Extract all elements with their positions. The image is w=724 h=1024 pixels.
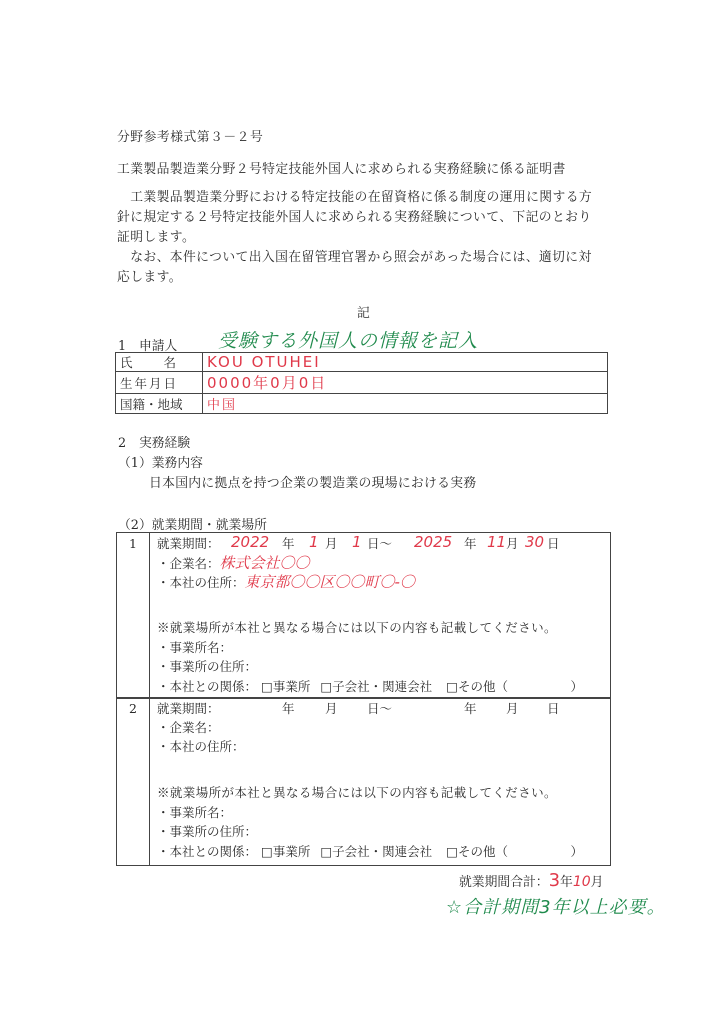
end-month[interactable]: 11 xyxy=(487,533,507,551)
end-day-unit: 日 xyxy=(547,536,560,551)
office-address-label: ・事業所の住所： xyxy=(157,824,258,839)
checkbox-other[interactable]: □その他（ ） xyxy=(446,844,583,859)
end-month-unit: 月 xyxy=(506,536,519,551)
checkbox-office[interactable]: □事業所 xyxy=(261,844,311,859)
checkbox-office-label: 事業所 xyxy=(272,844,311,859)
nationality-label: 国籍・地域 xyxy=(116,394,203,414)
table-row-birthdate xyxy=(116,372,608,394)
requirement-text: ☆合計期間3年以上必要。 xyxy=(446,897,666,918)
office-note: ※就業場所が本社と異なる場合には以下の内容も記載してください。 xyxy=(157,785,557,800)
total-years[interactable]: 3 xyxy=(548,870,561,891)
intro-line-1: 工業製品製造業分野における特定技能の在留資格に係る制度の運用に関する方 xyxy=(117,190,593,205)
period-label: 就業期間： xyxy=(157,701,220,716)
hq-label: ・本社の住所： xyxy=(157,575,245,590)
hq-value[interactable]: 東京都〇〇区〇〇町〇-〇 xyxy=(244,573,415,591)
relation-label: ・本社との関係： xyxy=(157,679,258,694)
form-number: 分野参考様式第３－２号 xyxy=(117,130,264,145)
period-section-label: （2）就業期間・就業場所 xyxy=(118,518,267,533)
end-day-unit: 日 xyxy=(547,701,560,716)
start-month-unit: 月 xyxy=(325,536,338,551)
ki-heading: 記 xyxy=(357,306,370,321)
table-row-name xyxy=(116,353,608,372)
birthdate-value[interactable]: 0000年0月0日 xyxy=(203,372,608,394)
period-line xyxy=(157,535,607,553)
checkbox-office[interactable]: □事業所 xyxy=(261,679,311,694)
checkbox-office-label: 事業所 xyxy=(272,679,311,694)
end-year-unit: 年 xyxy=(464,701,477,716)
name-value[interactable]: KOU OTUHEI xyxy=(203,353,608,372)
period-line xyxy=(157,700,607,718)
office-address-label: ・事業所の住所： xyxy=(157,659,258,674)
note-line-2: 応します。 xyxy=(117,270,182,285)
relation-line xyxy=(157,843,583,861)
company-line xyxy=(157,554,310,572)
intro-line-2: 針に規定する２号特定技能外国人に求められる実務経験について、下記のとおり xyxy=(117,210,592,225)
checkbox-subsidiary-label: 子会社・関連会社 xyxy=(332,679,433,694)
office-note: ※就業場所が本社と異なる場合には以下の内容も記載してください。 xyxy=(157,620,557,635)
company-label: ・企業名： xyxy=(157,720,220,735)
hq-line xyxy=(157,573,415,591)
checkbox-subsidiary-label: 子会社・関連会社 xyxy=(332,844,433,859)
hq-line xyxy=(157,738,245,756)
company-value[interactable]: 株式会社〇〇 xyxy=(219,554,310,572)
birthdate-label: 生年月日 xyxy=(116,372,203,394)
period-label: 就業期間： xyxy=(157,536,220,551)
start-day-tilde: 日～ xyxy=(367,536,393,551)
table-row-nationality xyxy=(116,394,608,414)
requirement-footnote xyxy=(446,893,666,919)
intro-line-3: 証明します。 xyxy=(117,230,196,245)
end-month-unit: 月 xyxy=(506,701,519,716)
relation-line xyxy=(157,678,583,696)
hq-label: ・本社の住所： xyxy=(157,739,245,754)
company-line xyxy=(157,719,220,737)
checkbox-subsidiary[interactable]: □子会社・関連会社 xyxy=(320,844,433,859)
checkbox-other-label: その他（ ） xyxy=(457,844,583,859)
note-line-1: なお、本件について出入国在留管理官署から照会があった場合には、適切に対 xyxy=(117,250,592,265)
entry-number: 2 xyxy=(117,698,150,865)
start-month-unit: 月 xyxy=(325,701,338,716)
total-period xyxy=(459,870,603,891)
checkbox-other[interactable]: □その他（ ） xyxy=(446,679,583,694)
office-name-label: ・事業所名： xyxy=(157,805,233,820)
checkbox-subsidiary[interactable]: □子会社・関連会社 xyxy=(320,679,433,694)
applicant-annotation: 受験する外国人の情報を記入 xyxy=(218,330,479,352)
employment-entry-1 xyxy=(116,532,611,699)
total-label: 就業期間合計： xyxy=(459,875,549,890)
end-day[interactable]: 30 xyxy=(525,533,545,551)
start-year[interactable]: 2022 xyxy=(231,533,270,551)
entry-number: 1 xyxy=(117,533,150,698)
document-title: 工業製品製造業分野２号特定技能外国人に求められる実務経験に係る証明書 xyxy=(117,162,566,177)
applicant-table xyxy=(115,352,608,414)
employment-entry-2 xyxy=(116,697,611,866)
nationality-value[interactable]: 中国 xyxy=(203,394,608,414)
applicant-section-label: 1 申請人 xyxy=(118,339,178,354)
end-year[interactable]: 2025 xyxy=(414,533,453,551)
duties-text: 日本国内に拠点を持つ企業の製造業の現場における実務 xyxy=(149,476,477,491)
total-month-unit: 月 xyxy=(590,875,604,890)
company-label: ・企業名： xyxy=(157,556,220,571)
start-day[interactable]: 1 xyxy=(352,533,362,551)
start-day-tilde: 日～ xyxy=(367,701,393,716)
checkbox-other-label: その他（ ） xyxy=(457,679,583,694)
office-name-label: ・事業所名： xyxy=(157,640,233,655)
duties-label: （1）業務内容 xyxy=(118,456,203,471)
start-year-unit: 年 xyxy=(282,701,295,716)
relation-label: ・本社との関係： xyxy=(157,844,258,859)
end-year-unit: 年 xyxy=(464,536,477,551)
total-months[interactable]: 10 xyxy=(572,874,591,890)
intro-paragraph xyxy=(117,188,612,288)
start-year-unit: 年 xyxy=(282,536,295,551)
name-label: 氏 名 xyxy=(116,353,203,372)
experience-section-label: 2 実務経験 xyxy=(118,436,191,451)
start-month[interactable]: 1 xyxy=(309,533,319,551)
total-year-unit: 年 xyxy=(560,875,573,890)
